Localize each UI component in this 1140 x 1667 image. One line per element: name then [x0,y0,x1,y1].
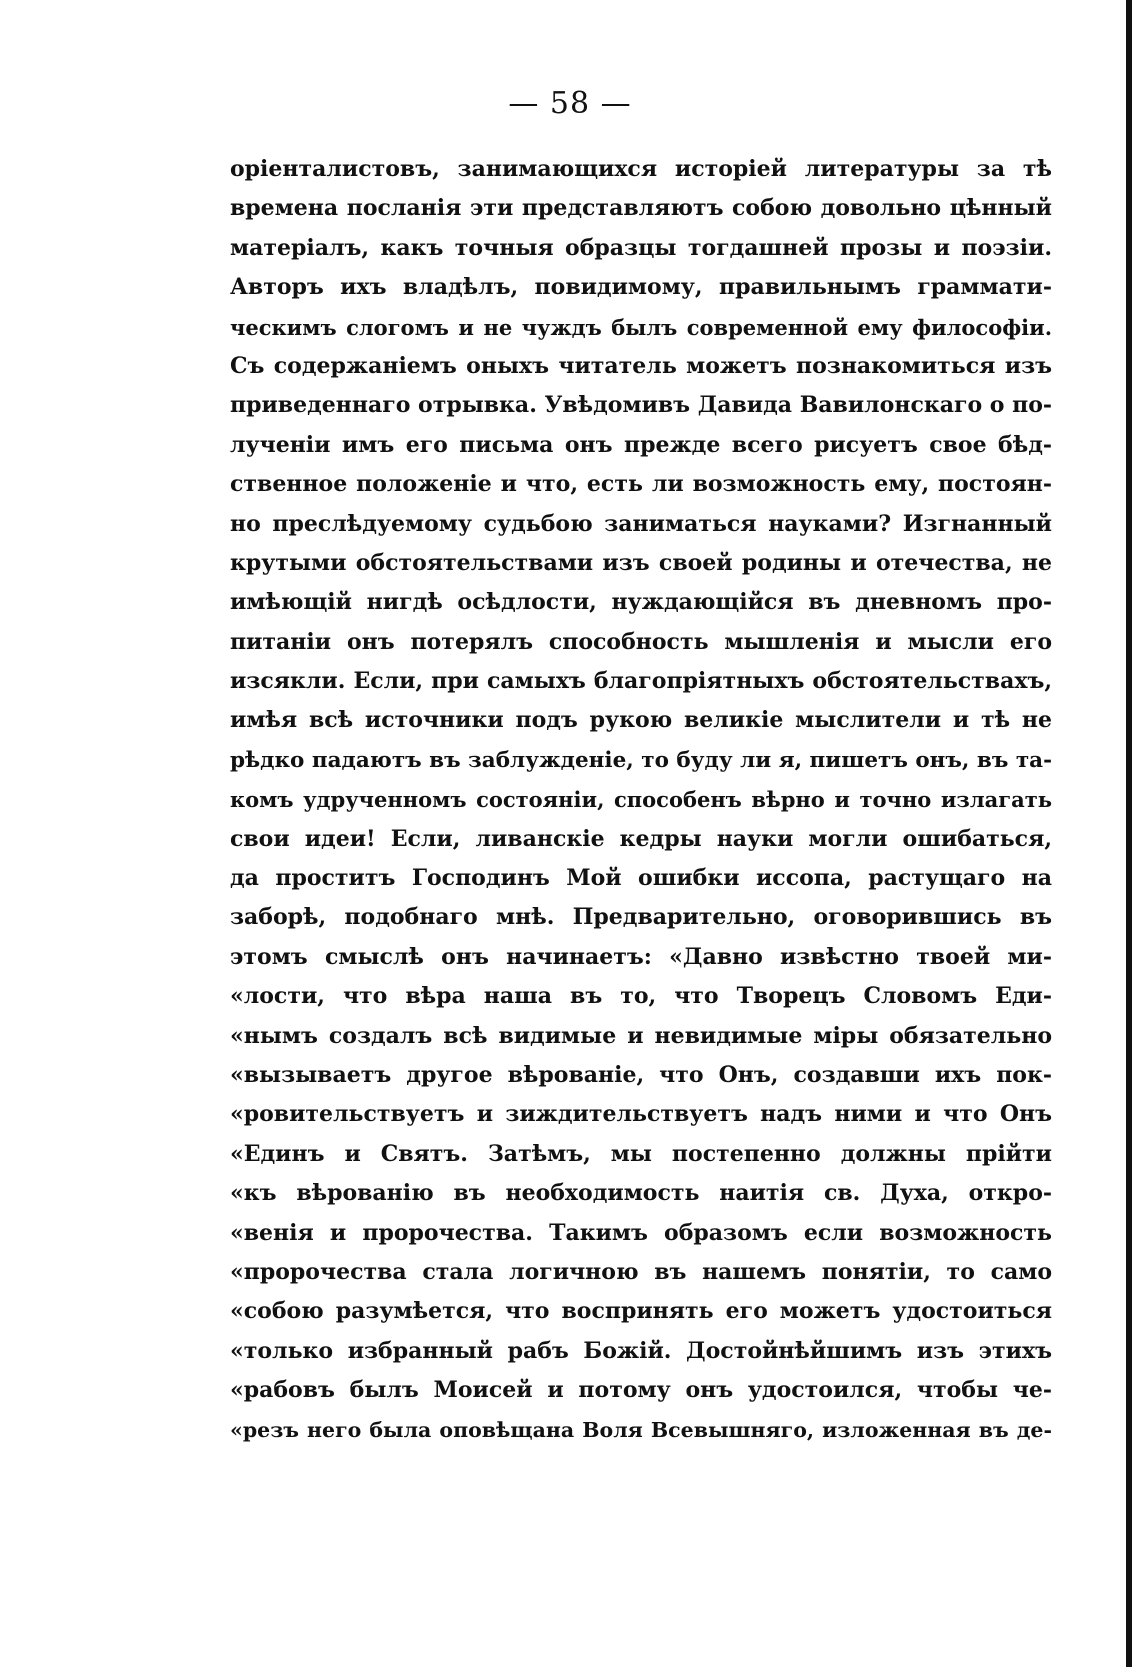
text-line: крутыми обстоятельствами изъ своей родины и отечества, не [230,549,1052,576]
text-line: заборѣ, подобнаго мнѣ. Предварительно, оговорившись въ [230,904,1052,931]
text-line: «собою разумѣется, что воспринять его можетъ удостоиться [230,1298,1052,1325]
text-line: «вызываетъ другое вѣрованіе, что Онъ, создавши ихъ пок- [230,1061,1052,1088]
text-line: приведеннаго отрывка. Увѣдомивъ Давида Вавилонскаго о по- [230,392,1052,419]
text-line: комъ удрученномъ состояніи, способенъ вѣрно и точно излагать [230,787,1052,813]
text-line: имѣя всѣ источники подъ рукою великіе мыслители и тѣ не [230,707,1052,734]
text-line: Съ содержаніемъ оныхъ читатель можетъ познакомиться изъ [230,352,1052,379]
text-line: имѣющій нигдѣ осѣдлости, нуждающійся въ дневномъ про- [230,589,1052,616]
text-line: ственное положеніе и что, есть ли возможность ему, постоян- [230,471,1052,498]
text-line: «лости, что вѣра наша въ то, что Творецъ Словомъ Еди- [230,983,1052,1010]
text-line: времена посланія эти представляютъ собою довольно цѣнный [230,195,1052,222]
text-line: «Единъ и Святъ. Затѣмъ, мы постепенно должны прійти [230,1140,1052,1167]
text-line: свои идеи! Если, ливанскіе кедры науки могли ошибаться, [230,825,1052,852]
text-line: Авторъ ихъ владѣлъ, повидимому, правильнымъ граммати- [230,274,1052,301]
text-line: «венія и пророчества. Такимъ образомъ если возможность [230,1219,1052,1246]
text-line: изсякли. Если, при самыхъ благопріятныхъ обстоятельствахъ, [230,668,1052,695]
text-line: «только избранный рабъ Божій. Достойнѣйшимъ изъ этихъ [230,1337,1052,1364]
text-line: питаніи онъ потерялъ способность мышленія и мысли его [230,628,1052,655]
text-line: да проститъ Господинъ Мой ошибки иссопа, растущаго на [230,865,1052,892]
body-text [230,150,1052,1450]
text-line: оріенталистовъ, занимающихся исторіей литературы за тѣ [230,156,1052,182]
text-line: рѣдко падаютъ въ заблужденіе, то буду ли я, пишетъ онъ, въ та- [230,747,1052,773]
text-line: «нымъ создалъ всѣ видимые и невидимые міры обязательно [230,1022,1052,1049]
text-line: «резъ него была оповѣщана Воля Всевышняго, изложенная въ де- [230,1417,1052,1442]
text-line: «пророчества стала логичною въ нашемъ понятіи, то само [230,1258,1052,1285]
text-line: но преслѣдуемому судьбою заниматься науками? Изгнанный [230,510,1052,537]
text-line: матеріалъ, какъ точныя образцы тогдашней прозы и поэзіи. [230,234,1052,261]
text-line: этомъ смыслѣ онъ начинаетъ: «Давно извѣстно твоей ми- [230,943,1052,970]
text-line: лученіи имъ его письма онъ прежде всего рисуетъ свое бѣд- [230,431,1052,458]
text-line: «рабовъ былъ Моисей и потому онъ удостоился, чтобы че- [230,1377,1052,1404]
text-line: «ровительствуетъ и зиждительствуетъ надъ ними и что Онъ [230,1101,1052,1128]
text-line: «къ вѣрованію въ необходимость наитія св. Духа, откро- [230,1180,1052,1207]
text-line: ческимъ слогомъ и не чуждъ былъ современной ему философіи. [230,314,1052,340]
page-number: — 58 — [508,86,632,121]
page-edge-shadow [1126,0,1132,1667]
